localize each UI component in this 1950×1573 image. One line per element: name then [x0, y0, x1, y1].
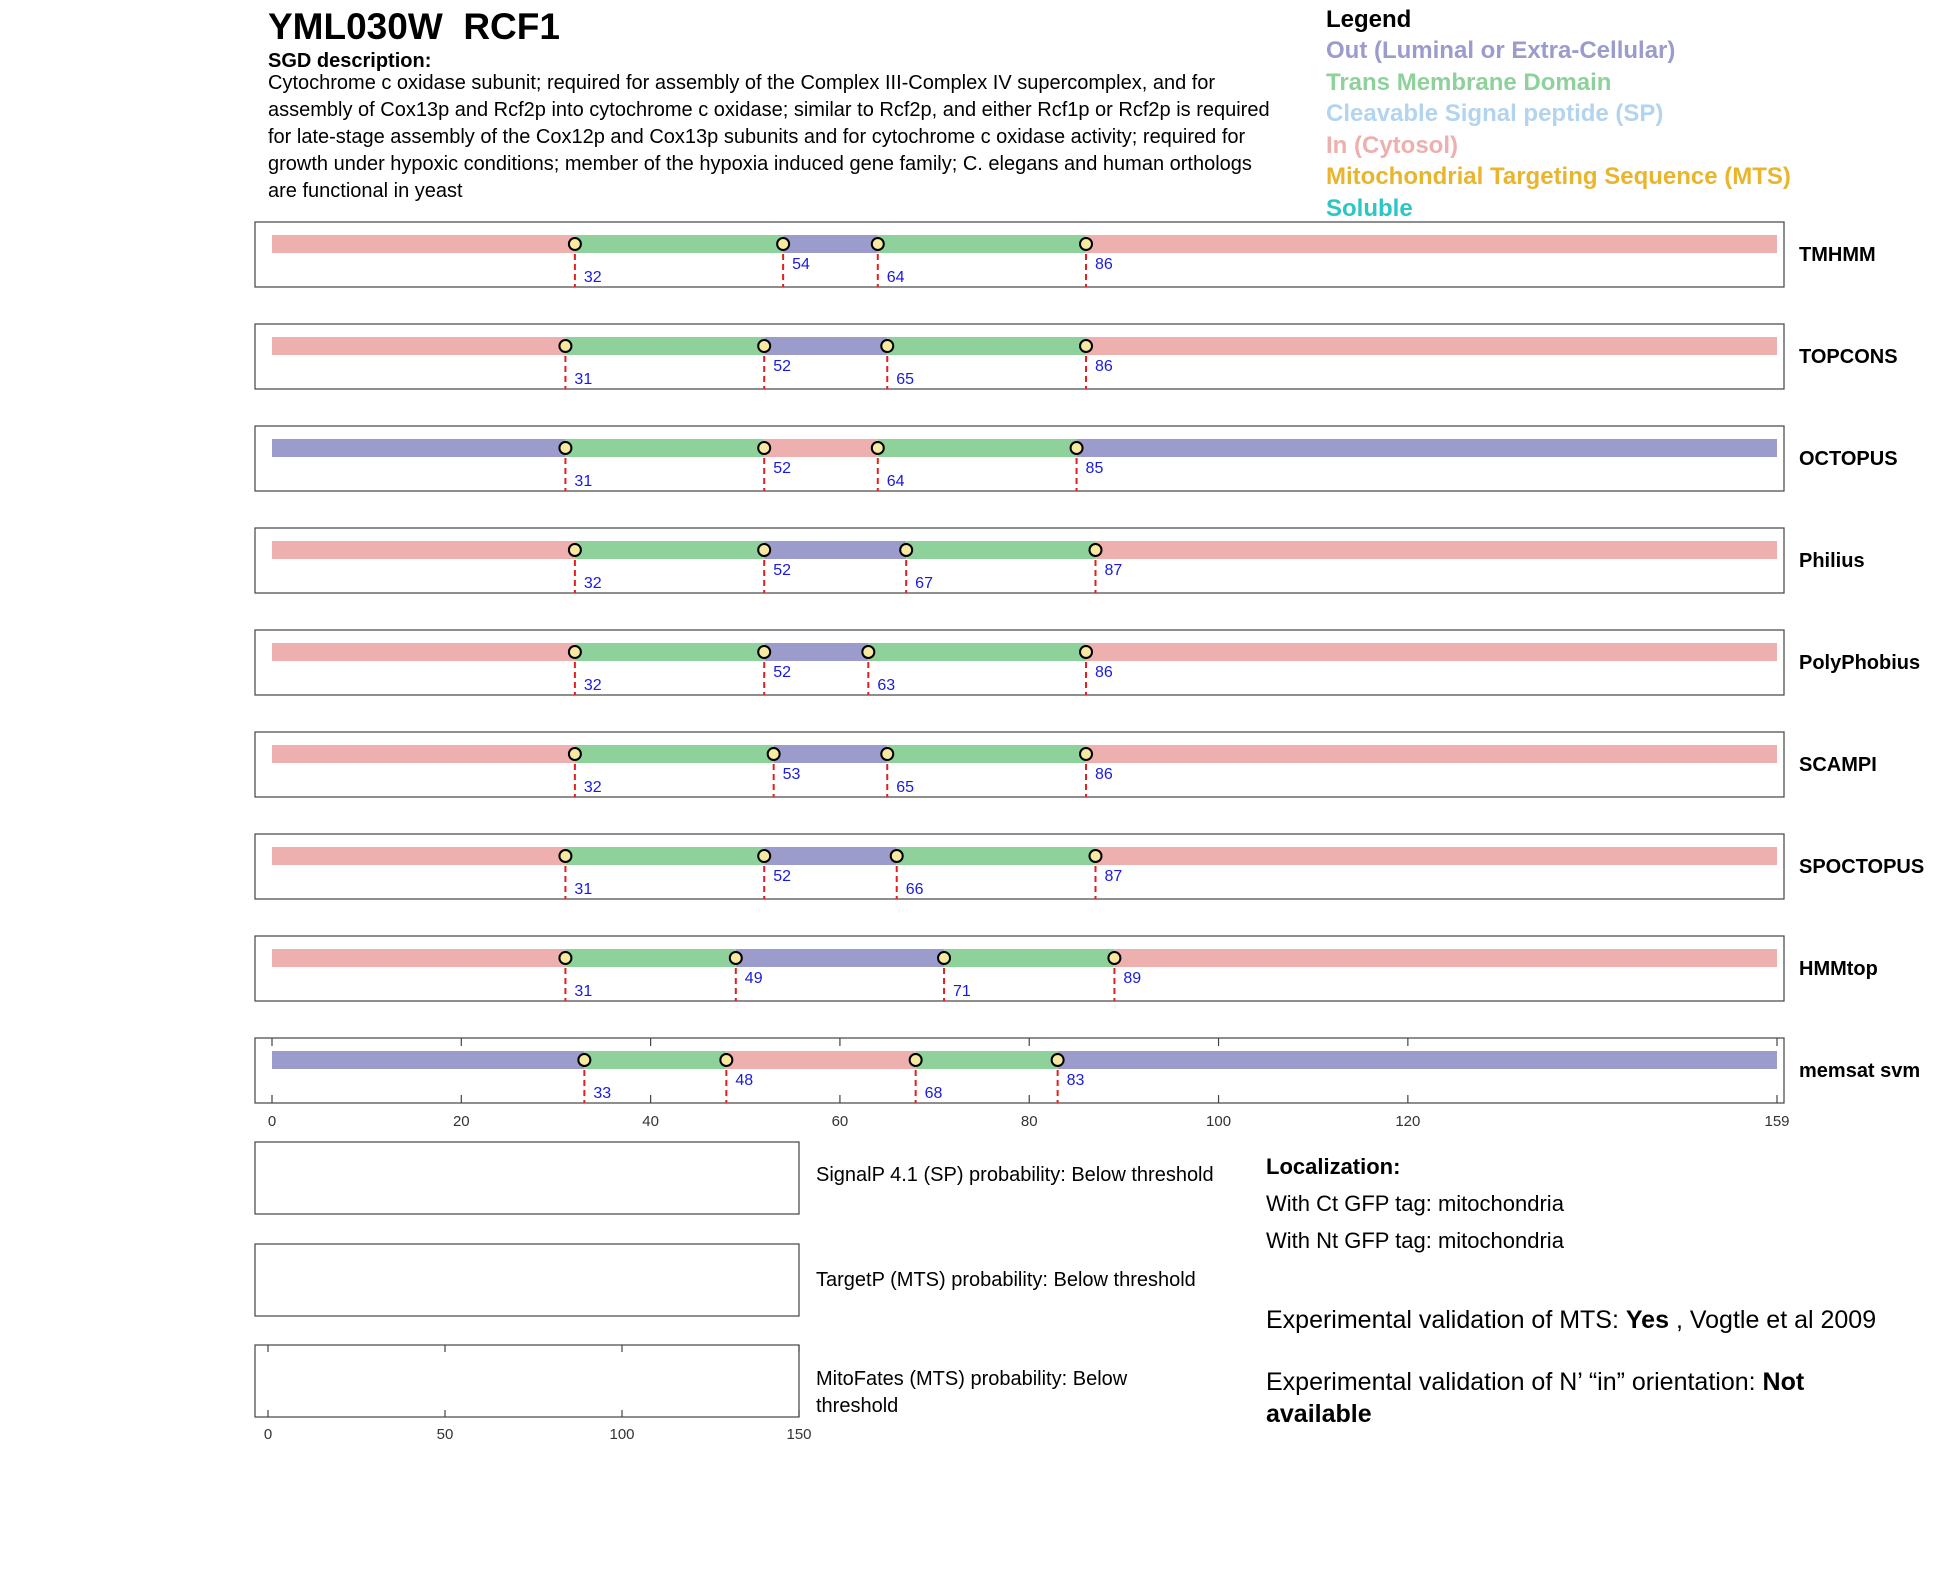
panel-scampi — [255, 732, 1784, 797]
boundary-label-topcons: 52 — [773, 358, 791, 375]
panel-topcons — [255, 324, 1784, 389]
panel-hmmtop — [255, 936, 1784, 1001]
segment-hmmtop-out — [736, 949, 944, 967]
segment-scampi-tm — [575, 745, 774, 763]
boundary-label-scampi: 53 — [782, 766, 801, 783]
segment-octopus-tm — [565, 439, 764, 457]
boundary-marker-memsat-svm — [910, 1054, 922, 1066]
segment-topcons-in — [1086, 337, 1777, 355]
boundary-marker-spoctopus — [1089, 850, 1101, 862]
method-name-polyphobius: PolyPhobius — [1799, 652, 1921, 674]
boundary-label-scampi: 32 — [583, 779, 602, 796]
segment-topcons-out — [764, 337, 887, 355]
boundary-label-hmmtop: 89 — [1123, 970, 1142, 987]
probability-panel-mitofates — [255, 1345, 799, 1417]
experimental-mts-suffix: , Vogtle et al 2009 — [1669, 1306, 1877, 1334]
panel-octopus — [255, 426, 1784, 491]
boundary-label-scampi: 86 — [1095, 766, 1113, 783]
boundary-label-memsat-svm: 48 — [735, 1072, 754, 1089]
mitofates-tick-label: 0 — [263, 1426, 273, 1443]
x-tick-label: 159 — [1764, 1113, 1790, 1130]
boundary-label-topcons: 65 — [896, 371, 915, 388]
segment-octopus-out — [272, 439, 565, 457]
segment-philius-out — [764, 541, 906, 559]
segment-philius-tm — [575, 541, 764, 559]
probability-panel-targetp — [255, 1244, 799, 1316]
boundary-marker-octopus — [872, 442, 884, 454]
x-tick-label: 100 — [1206, 1113, 1232, 1130]
boundary-label-topcons: 31 — [574, 371, 593, 388]
segment-philius-in — [1095, 541, 1777, 559]
segment-philius-in — [272, 541, 575, 559]
boundary-marker-hmmtop — [730, 952, 742, 964]
segment-spoctopus-in — [1095, 847, 1777, 865]
boundary-label-spoctopus: 87 — [1104, 868, 1123, 885]
method-name-topcons: TOPCONS — [1799, 346, 1898, 368]
boundary-label-tmhmm: 86 — [1095, 256, 1113, 273]
boundary-marker-philius — [758, 544, 770, 556]
segment-tmhmm-tm — [575, 235, 783, 253]
boundary-marker-octopus — [1071, 442, 1083, 454]
boundary-marker-spoctopus — [891, 850, 903, 862]
experimental-mts-value: Yes — [1625, 1306, 1669, 1334]
boundary-marker-memsat-svm — [578, 1054, 590, 1066]
segment-tmhmm-in — [272, 235, 575, 253]
boundary-label-tmhmm: 54 — [792, 256, 810, 273]
segment-scampi-out — [774, 745, 888, 763]
panel-spoctopus — [255, 834, 1784, 899]
segment-hmmtop-in — [1114, 949, 1777, 967]
boundary-label-spoctopus: 31 — [574, 881, 593, 898]
segment-memsat-svm-tm — [584, 1051, 726, 1069]
segment-hmmtop-in — [272, 949, 565, 967]
legend-item-sp: Cleavable Signal peptide (SP) — [1326, 100, 1664, 128]
x-tick-label: 80 — [1020, 1113, 1038, 1130]
segment-spoctopus-tm — [897, 847, 1096, 865]
method-name-philius: Philius — [1799, 550, 1865, 572]
segment-philius-tm — [906, 541, 1095, 559]
legend-item-mts: Mitochondrial Targeting Sequence (MTS) — [1326, 163, 1791, 191]
segment-polyphobius-tm — [868, 643, 1086, 661]
boundary-label-polyphobius: 52 — [773, 664, 791, 681]
boundary-marker-scampi — [569, 748, 581, 760]
segment-hmmtop-tm — [944, 949, 1114, 967]
segment-polyphobius-tm — [575, 643, 764, 661]
experimental-mts — [1266, 1306, 1876, 1335]
probability-panel-signalp — [255, 1142, 799, 1214]
segment-tmhmm-tm — [878, 235, 1086, 253]
boundary-marker-polyphobius — [862, 646, 874, 658]
boundary-label-tmhmm: 32 — [583, 269, 602, 286]
boundary-marker-scampi — [768, 748, 780, 760]
x-tick-label: 120 — [1395, 1113, 1421, 1130]
boundary-label-hmmtop: 71 — [953, 983, 971, 1000]
panel-polyphobius — [255, 630, 1784, 695]
boundary-label-topcons: 86 — [1095, 358, 1113, 375]
boundary-marker-philius — [569, 544, 581, 556]
x-tick-label: 40 — [642, 1113, 659, 1130]
boundary-label-hmmtop: 31 — [574, 983, 593, 1000]
segment-octopus-out — [1077, 439, 1777, 457]
boundary-marker-tmhmm — [872, 238, 884, 250]
mitofates-tick-label: 100 — [609, 1426, 635, 1443]
boundary-label-spoctopus: 66 — [905, 881, 924, 898]
boundary-label-scampi: 65 — [896, 779, 915, 796]
boundary-marker-philius — [1089, 544, 1101, 556]
panel-tmhmm — [255, 222, 1784, 287]
experimental-mts-prefix: Experimental validation of MTS: — [1266, 1306, 1626, 1334]
boundary-label-philius: 87 — [1104, 562, 1123, 579]
boundary-marker-tmhmm — [569, 238, 581, 250]
sgd-description: Cytochrome c oxidase subunit; required for assembly of the Complex III-Complex IV supercomplex, and for assembly of Cox13p and Rcf2p into cytochrome c oxidase; similar to Rcf2p, and either Rcf1p or Rcf2p is required for late-stage assembly of the Cox12p and Cox13p subunits and for cytochrome c oxidase activity; required for growth under hypoxic conditions; member of the hypoxia induced gene family; C. elegans and human orthologs are functional in yeast — [268, 72, 1270, 202]
boundary-marker-hmmtop — [938, 952, 950, 964]
boundary-marker-spoctopus — [559, 850, 571, 862]
boundary-label-tmhmm: 64 — [886, 269, 905, 286]
boundary-marker-topcons — [758, 340, 770, 352]
boundary-marker-polyphobius — [569, 646, 581, 658]
segment-topcons-tm — [887, 337, 1086, 355]
boundary-marker-philius — [900, 544, 912, 556]
boundary-label-memsat-svm: 33 — [593, 1085, 612, 1102]
localization-heading: Localization: — [1266, 1154, 1401, 1179]
segment-topcons-tm — [565, 337, 764, 355]
segment-memsat-svm-out — [272, 1051, 584, 1069]
segment-scampi-in — [1086, 745, 1777, 763]
boundary-marker-polyphobius — [758, 646, 770, 658]
x-tick-label: 60 — [831, 1113, 849, 1130]
boundary-label-polyphobius: 63 — [877, 677, 896, 694]
legend-item-tm: Trans Membrane Domain — [1326, 68, 1612, 96]
segment-polyphobius-out — [764, 643, 868, 661]
method-name-octopus: OCTOPUS — [1799, 448, 1898, 470]
method-name-spoctopus: SPOCTOPUS — [1799, 856, 1925, 878]
mitofates-tick-label: 150 — [786, 1426, 812, 1443]
x-tick-label: 0 — [267, 1113, 277, 1130]
experimental-orientation-value: Not available — [1266, 1368, 1805, 1428]
boundary-marker-memsat-svm — [1052, 1054, 1064, 1066]
boundary-label-octopus: 64 — [886, 473, 905, 490]
boundary-marker-octopus — [559, 442, 571, 454]
method-name-tmhmm: TMHMM — [1799, 244, 1876, 266]
segment-scampi-tm — [887, 745, 1086, 763]
boundary-label-polyphobius: 32 — [583, 677, 602, 694]
boundary-marker-tmhmm — [1080, 238, 1092, 250]
boundary-marker-topcons — [1080, 340, 1092, 352]
segment-octopus-tm — [878, 439, 1077, 457]
boundary-label-memsat-svm: 68 — [924, 1085, 943, 1102]
legend-item-soluble: Soluble — [1326, 194, 1413, 222]
boundary-marker-polyphobius — [1080, 646, 1092, 658]
boundary-marker-topcons — [881, 340, 893, 352]
segment-polyphobius-in — [1086, 643, 1777, 661]
segment-memsat-svm-in — [726, 1051, 915, 1069]
mitofates-label: MitoFates (MTS) probability: Below threshold — [816, 1368, 1128, 1417]
boundary-label-octopus: 52 — [773, 460, 791, 477]
boundary-marker-octopus — [758, 442, 770, 454]
boundary-label-octopus: 31 — [574, 473, 593, 490]
segment-memsat-svm-out — [1058, 1051, 1777, 1069]
segment-topcons-in — [272, 337, 565, 355]
mitofates-tick-label: 50 — [436, 1426, 454, 1443]
boundary-label-polyphobius: 86 — [1095, 664, 1113, 681]
boundary-marker-hmmtop — [1108, 952, 1120, 964]
segment-tmhmm-out — [783, 235, 878, 253]
page-title: YML030W RCF1 — [268, 6, 560, 47]
boundary-marker-topcons — [559, 340, 571, 352]
boundary-marker-scampi — [881, 748, 893, 760]
boundary-label-octopus: 85 — [1085, 460, 1104, 477]
legend-item-out: Out (Luminal or Extra-Cellular) — [1326, 37, 1676, 64]
experimental-orientation-prefix: Experimental validation of N’ “in” orientation: — [1266, 1368, 1763, 1396]
panel-memsat-svm — [255, 1038, 1784, 1103]
boundary-label-philius: 52 — [773, 562, 791, 579]
boundary-label-spoctopus: 52 — [773, 868, 791, 885]
boundary-label-philius: 32 — [583, 575, 602, 592]
boundary-label-hmmtop: 49 — [744, 970, 763, 987]
segment-tmhmm-in — [1086, 235, 1777, 253]
boundary-marker-hmmtop — [559, 952, 571, 964]
boundary-marker-scampi — [1080, 748, 1092, 760]
boundary-marker-spoctopus — [758, 850, 770, 862]
boundary-label-philius: 67 — [915, 575, 933, 592]
method-name-hmmtop: HMMtop — [1799, 958, 1878, 980]
segment-spoctopus-tm — [565, 847, 764, 865]
targetp-label: TargetP (MTS) probability: Below threshold — [816, 1269, 1196, 1291]
panel-philius — [255, 528, 1784, 593]
method-name-scampi: SCAMPI — [1799, 754, 1877, 776]
segment-scampi-in — [272, 745, 575, 763]
segment-octopus-in — [764, 439, 878, 457]
legend-item-in: In (Cytosol) — [1326, 131, 1458, 159]
localization-panel — [1266, 1148, 1564, 1259]
segment-spoctopus-out — [764, 847, 897, 865]
segment-hmmtop-tm — [565, 949, 735, 967]
boundary-marker-memsat-svm — [720, 1054, 732, 1066]
boundary-marker-tmhmm — [777, 238, 789, 250]
localization-nt: With Nt GFP tag: mitochondria — [1266, 1228, 1564, 1253]
segment-polyphobius-in — [272, 643, 575, 661]
experimental-orientation — [1266, 1366, 1866, 1430]
segment-spoctopus-in — [272, 847, 565, 865]
localization-ct: With Ct GFP tag: mitochondria — [1266, 1191, 1564, 1216]
signalp-label: SignalP 4.1 (SP) probability: Below threshold — [816, 1164, 1214, 1186]
legend-title: Legend — [1326, 6, 1412, 33]
boundary-label-memsat-svm: 83 — [1066, 1072, 1085, 1089]
segment-memsat-svm-tm — [916, 1051, 1058, 1069]
sgd-heading: SGD description: — [268, 50, 432, 72]
x-tick-label: 20 — [452, 1113, 470, 1130]
method-name-memsat-svm: memsat svm — [1799, 1060, 1921, 1082]
